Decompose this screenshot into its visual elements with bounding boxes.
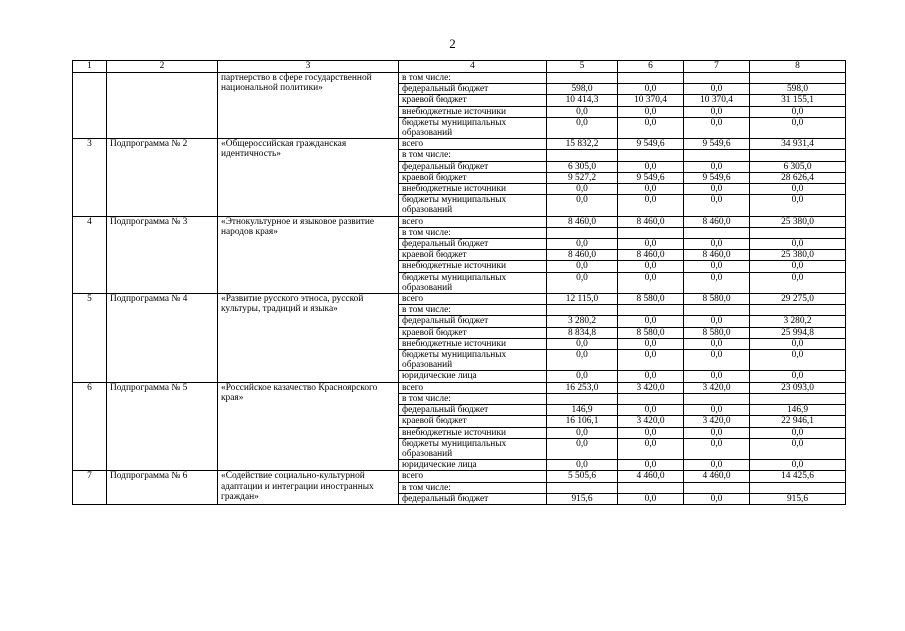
value-col-7: 0,0 — [684, 161, 750, 172]
value-col-8: 14 425,6 — [750, 471, 846, 482]
value-col-7 — [684, 150, 750, 161]
value-col-7: 0,0 — [684, 239, 750, 250]
value-col-7 — [684, 393, 750, 404]
value-col-8: 23 093,0 — [750, 382, 846, 393]
source-label: бюджеты муниципальных образований — [399, 195, 547, 216]
value-col-8 — [750, 227, 846, 238]
source-label: федеральный бюджет — [399, 316, 547, 327]
value-col-6 — [618, 150, 684, 161]
source-label: всего — [399, 382, 547, 393]
source-label: юридические лица — [399, 371, 547, 382]
value-col-7: 0,0 — [684, 272, 750, 293]
value-col-5: 0,0 — [547, 184, 618, 195]
header-cell-1: 1 — [73, 61, 107, 73]
source-label: федеральный бюджет — [399, 405, 547, 416]
value-col-8: 0,0 — [750, 338, 846, 349]
header-cell-6: 6 — [618, 61, 684, 73]
value-col-7 — [684, 482, 750, 493]
value-col-5: 8 460,0 — [547, 216, 618, 227]
source-label: федеральный бюджет — [399, 239, 547, 250]
value-col-8 — [750, 482, 846, 493]
value-col-5: 0,0 — [547, 195, 618, 216]
value-col-7: 0,0 — [684, 84, 750, 95]
value-col-7: 9 549,6 — [684, 139, 750, 150]
value-col-7: 0,0 — [684, 338, 750, 349]
value-col-6 — [618, 482, 684, 493]
value-col-6: 0,0 — [618, 272, 684, 293]
header-cell-4: 4 — [399, 61, 547, 73]
value-col-7 — [684, 305, 750, 316]
value-col-6: 0,0 — [618, 371, 684, 382]
source-label: краевой бюджет — [399, 250, 547, 261]
value-col-7: 8 580,0 — [684, 294, 750, 305]
source-label: краевой бюджет — [399, 172, 547, 183]
header-cell-3: 3 — [218, 61, 399, 73]
program-name: «Развитие русского этноса, русской культуры, традиций и языка» — [218, 294, 399, 383]
value-col-8: 0,0 — [750, 261, 846, 272]
subprogram-label: Подпрограмма № 3 — [107, 216, 218, 293]
value-col-5: 0,0 — [547, 438, 618, 459]
header-row — [73, 61, 846, 73]
value-col-7: 0,0 — [684, 106, 750, 117]
value-col-5: 6 305,0 — [547, 161, 618, 172]
value-col-5: 0,0 — [547, 338, 618, 349]
value-col-6 — [618, 393, 684, 404]
value-col-8: 0,0 — [750, 350, 846, 371]
row-number: 6 — [73, 382, 107, 471]
value-col-5 — [547, 150, 618, 161]
value-col-6: 4 460,0 — [618, 471, 684, 482]
value-col-7: 0,0 — [684, 316, 750, 327]
value-col-8: 0,0 — [750, 184, 846, 195]
source-label: бюджеты муниципальных образований — [399, 350, 547, 371]
value-col-8: 146,9 — [750, 405, 846, 416]
value-col-6: 8 580,0 — [618, 294, 684, 305]
value-col-7: 0,0 — [684, 184, 750, 195]
value-col-5: 3 280,2 — [547, 316, 618, 327]
source-label: федеральный бюджет — [399, 161, 547, 172]
value-col-5 — [547, 227, 618, 238]
value-col-7: 8 460,0 — [684, 250, 750, 261]
subprogram-label: Подпрограмма № 6 — [107, 471, 218, 505]
source-label: краевой бюджет — [399, 327, 547, 338]
table-row — [73, 382, 846, 393]
value-col-6: 0,0 — [618, 438, 684, 459]
value-col-5: 0,0 — [547, 261, 618, 272]
value-col-5: 0,0 — [547, 106, 618, 117]
value-col-8: 0,0 — [750, 272, 846, 293]
value-col-6: 0,0 — [618, 261, 684, 272]
value-col-5: 12 115,0 — [547, 294, 618, 305]
value-col-8: 0,0 — [750, 117, 846, 138]
value-col-8: 25 380,0 — [750, 216, 846, 227]
source-label: бюджеты муниципальных образований — [399, 438, 547, 459]
table-row — [73, 139, 846, 150]
source-label: внебюджетные источники — [399, 338, 547, 349]
header-cell-5: 5 — [547, 61, 618, 73]
subprogram-label: Подпрограмма № 5 — [107, 382, 218, 471]
row-number: 3 — [73, 139, 107, 216]
value-col-5: 16 253,0 — [547, 382, 618, 393]
value-col-7: 10 370,4 — [684, 95, 750, 106]
value-col-7 — [684, 73, 750, 84]
source-label: внебюджетные источники — [399, 184, 547, 195]
value-col-8 — [750, 150, 846, 161]
row-number: 5 — [73, 294, 107, 383]
value-col-8: 28 626,4 — [750, 172, 846, 183]
value-col-8: 0,0 — [750, 106, 846, 117]
value-col-6: 9 549,6 — [618, 139, 684, 150]
value-col-6: 9 549,6 — [618, 172, 684, 183]
value-col-5: 9 527,2 — [547, 172, 618, 183]
source-label: всего — [399, 139, 547, 150]
value-col-5: 0,0 — [547, 239, 618, 250]
value-col-8: 34 931,4 — [750, 139, 846, 150]
value-col-6: 0,0 — [618, 460, 684, 471]
source-label: в том числе: — [399, 393, 547, 404]
value-col-8: 0,0 — [750, 460, 846, 471]
source-label: юридические лица — [399, 460, 547, 471]
value-col-8: 0,0 — [750, 438, 846, 459]
value-col-6: 8 460,0 — [618, 250, 684, 261]
value-col-8: 598,0 — [750, 84, 846, 95]
value-col-5: 10 414,3 — [547, 95, 618, 106]
value-col-8: 25 994,8 — [750, 327, 846, 338]
program-name: «Содействие социально-культурной адаптации и интеграции иностранных граждан» — [218, 471, 399, 505]
value-col-5 — [547, 393, 618, 404]
header-cell-7: 7 — [684, 61, 750, 73]
value-col-6: 10 370,4 — [618, 95, 684, 106]
value-col-7: 8 580,0 — [684, 327, 750, 338]
value-col-7: 0,0 — [684, 195, 750, 216]
table-row — [73, 471, 846, 482]
source-label: бюджеты муниципальных образований — [399, 117, 547, 138]
value-col-6: 0,0 — [618, 239, 684, 250]
source-label: краевой бюджет — [399, 416, 547, 427]
value-col-5: 0,0 — [547, 371, 618, 382]
value-col-8: 29 275,0 — [750, 294, 846, 305]
value-col-6: 0,0 — [618, 493, 684, 504]
value-col-6 — [618, 73, 684, 84]
table-row — [73, 294, 846, 305]
table-row — [73, 216, 846, 227]
value-col-8: 0,0 — [750, 239, 846, 250]
value-col-5: 0,0 — [547, 272, 618, 293]
value-col-5 — [547, 305, 618, 316]
value-col-6: 0,0 — [618, 84, 684, 95]
budget-table — [72, 60, 846, 505]
value-col-5: 0,0 — [547, 460, 618, 471]
source-label: краевой бюджет — [399, 95, 547, 106]
value-col-5: 8 460,0 — [547, 250, 618, 261]
value-col-7: 0,0 — [684, 427, 750, 438]
value-col-7: 0,0 — [684, 438, 750, 459]
header-cell-2: 2 — [107, 61, 218, 73]
value-col-5: 0,0 — [547, 427, 618, 438]
value-col-5: 5 505,6 — [547, 471, 618, 482]
row-number — [73, 73, 107, 139]
value-col-6: 3 420,0 — [618, 382, 684, 393]
source-label: в том числе: — [399, 305, 547, 316]
value-col-6: 0,0 — [618, 117, 684, 138]
value-col-6 — [618, 305, 684, 316]
value-col-6: 0,0 — [618, 338, 684, 349]
value-col-6: 0,0 — [618, 405, 684, 416]
value-col-7: 0,0 — [684, 460, 750, 471]
table-row — [73, 73, 846, 84]
value-col-6: 3 420,0 — [618, 416, 684, 427]
value-col-8: 6 305,0 — [750, 161, 846, 172]
value-col-6: 0,0 — [618, 184, 684, 195]
source-label: внебюджетные источники — [399, 261, 547, 272]
value-col-8: 25 380,0 — [750, 250, 846, 261]
source-label: бюджеты муниципальных образований — [399, 272, 547, 293]
page-number: 2 — [449, 36, 456, 51]
value-col-6: 8 460,0 — [618, 216, 684, 227]
value-col-6: 0,0 — [618, 350, 684, 371]
source-label: в том числе: — [399, 227, 547, 238]
value-col-7: 0,0 — [684, 405, 750, 416]
value-col-6: 8 580,0 — [618, 327, 684, 338]
program-name: «Этнокультурное и языковое развитие народов края» — [218, 216, 399, 293]
value-col-5: 8 834,8 — [547, 327, 618, 338]
value-col-7: 4 460,0 — [684, 471, 750, 482]
source-label: федеральный бюджет — [399, 84, 547, 95]
value-col-7 — [684, 227, 750, 238]
value-col-6: 0,0 — [618, 161, 684, 172]
source-label: в том числе: — [399, 73, 547, 84]
value-col-8 — [750, 73, 846, 84]
value-col-8: 22 946,1 — [750, 416, 846, 427]
value-col-7: 3 420,0 — [684, 416, 750, 427]
value-col-7: 0,0 — [684, 493, 750, 504]
value-col-5: 0,0 — [547, 350, 618, 371]
value-col-5: 16 106,1 — [547, 416, 618, 427]
value-col-6: 0,0 — [618, 106, 684, 117]
source-label: всего — [399, 216, 547, 227]
source-label: внебюджетные источники — [399, 106, 547, 117]
source-label: в том числе: — [399, 482, 547, 493]
program-name: партнерство в сфере государственной национальной политики» — [218, 73, 399, 139]
value-col-5 — [547, 73, 618, 84]
value-col-6: 0,0 — [618, 195, 684, 216]
value-col-5 — [547, 482, 618, 493]
value-col-6: 0,0 — [618, 427, 684, 438]
value-col-5: 15 832,2 — [547, 139, 618, 150]
value-col-8: 31 155,1 — [750, 95, 846, 106]
value-col-7: 9 549,6 — [684, 172, 750, 183]
value-col-8 — [750, 305, 846, 316]
value-col-7: 8 460,0 — [684, 216, 750, 227]
value-col-7: 0,0 — [684, 371, 750, 382]
subprogram-label: Подпрограмма № 2 — [107, 139, 218, 216]
subprogram-label: Подпрограмма № 4 — [107, 294, 218, 383]
header-cell-8: 8 — [750, 61, 846, 73]
value-col-5: 598,0 — [547, 84, 618, 95]
value-col-8: 915,6 — [750, 493, 846, 504]
value-col-7: 3 420,0 — [684, 382, 750, 393]
source-label: федеральный бюджет — [399, 493, 547, 504]
subprogram-label — [107, 73, 218, 139]
value-col-7: 0,0 — [684, 350, 750, 371]
value-col-6: 0,0 — [618, 316, 684, 327]
value-col-7: 0,0 — [684, 117, 750, 138]
program-name: «Общероссийская гражданская идентичность» — [218, 139, 399, 216]
source-label: всего — [399, 294, 547, 305]
value-col-6 — [618, 227, 684, 238]
source-label: внебюджетные источники — [399, 427, 547, 438]
value-col-8: 0,0 — [750, 427, 846, 438]
value-col-5: 146,9 — [547, 405, 618, 416]
value-col-5: 915,6 — [547, 493, 618, 504]
value-col-8 — [750, 393, 846, 404]
source-label: всего — [399, 471, 547, 482]
value-col-8: 0,0 — [750, 195, 846, 216]
source-label: в том числе: — [399, 150, 547, 161]
value-col-8: 3 280,2 — [750, 316, 846, 327]
row-number: 7 — [73, 471, 107, 505]
value-col-8: 0,0 — [750, 371, 846, 382]
program-name: «Российское казачество Красноярского края» — [218, 382, 399, 471]
value-col-5: 0,0 — [547, 117, 618, 138]
row-number: 4 — [73, 216, 107, 293]
value-col-7: 0,0 — [684, 261, 750, 272]
